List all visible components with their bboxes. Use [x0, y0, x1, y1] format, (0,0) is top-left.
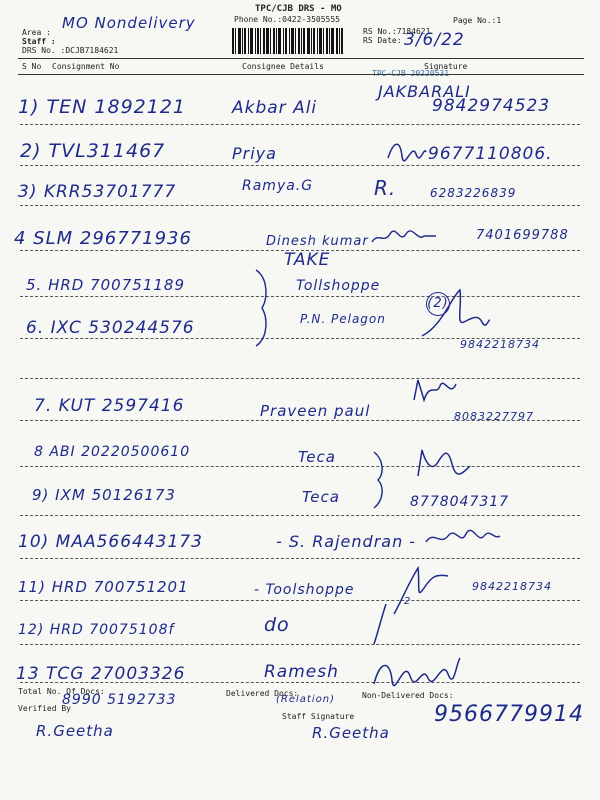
column-header-rule — [18, 74, 584, 75]
staff-signature: R.Geetha — [312, 724, 390, 742]
header-rule — [18, 58, 584, 59]
row-5-consignee: Tollshoppe — [296, 278, 381, 294]
row-10-signature-scribble — [424, 526, 502, 550]
verifier-signature: R.Geetha — [36, 722, 114, 740]
row-separator — [20, 124, 580, 125]
row-6-consignee: P.N. Pelagon — [300, 312, 386, 326]
verified-by-label: Verified By — [18, 704, 71, 713]
row-separator — [20, 378, 580, 379]
row-12-signature-scribble — [370, 602, 390, 646]
row-6-consignment: 6. IXC 530244576 — [26, 318, 195, 338]
relation-annotation: (Relation) — [276, 694, 335, 705]
row-7-consignee: Praveen paul — [260, 402, 371, 420]
row-10-consignment: 10) MAA566443173 — [18, 532, 203, 552]
row-separator — [20, 296, 580, 297]
row-separator — [20, 165, 580, 166]
bracket-mark — [370, 450, 390, 510]
delivery-stamp: TPC-CJB 20220531 — [372, 69, 450, 78]
row-separator — [20, 515, 580, 516]
drs-title: TPC/CJB DRS - MO — [255, 4, 342, 14]
row-2-signature-scribble — [384, 136, 428, 166]
drs-number: DRS No. :DCJB7184621 — [22, 46, 119, 55]
col-sno: S No — [22, 62, 42, 71]
row-9-consignee: Teca — [302, 488, 340, 506]
rs-date-label: RS Date: — [363, 36, 402, 45]
col-signature: Signature — [424, 62, 468, 71]
row-1-consignment: 1) TEN 1892121 — [18, 96, 187, 118]
footer-big-phone: 9566779914 — [434, 702, 584, 727]
verified-phone: 8990 5192733 — [62, 692, 177, 708]
row-4-consignment: 4 SLM 296771936 — [14, 228, 192, 249]
row-4-signature-scribble — [370, 226, 438, 250]
row-13-consignee: Ramesh — [264, 662, 339, 682]
row-3-signature: R. — [374, 176, 397, 200]
non-delivered-docs-label: Non-Delivered Docs: — [362, 691, 454, 700]
row-1-signature: JAKBARALI — [378, 82, 471, 101]
total-docs-label: Total No. Of Docs: — [18, 687, 105, 696]
row-7-signature-scribble — [410, 376, 460, 406]
row-1-phone: 9842974523 — [432, 96, 551, 116]
row-13-consignment: 13 TCG 27003326 — [16, 664, 186, 684]
row-8-consignment: 8 ABI 20220500610 — [34, 444, 191, 460]
row-9-consignment: 9) IXM 50126173 — [32, 486, 176, 504]
staff-signature-label: Staff Signature — [282, 712, 355, 721]
staff-label: Staff : — [22, 37, 56, 46]
row-separator — [20, 558, 580, 559]
circled-annotation: (2) — [426, 292, 450, 316]
take-annotation: TAKE — [284, 250, 331, 270]
row-separator — [20, 205, 580, 206]
row-11-consignment: 11) HRD 700751201 — [18, 578, 189, 596]
row-7-phone: 8083227797 — [454, 410, 534, 423]
row-12-consignee: do — [264, 614, 290, 636]
row-separator — [20, 600, 580, 601]
row-separator — [20, 644, 580, 645]
row-11-signature-scribble — [388, 560, 452, 618]
row-10-consignee: - S. Rajendran - — [276, 532, 417, 551]
row-3-consignment: 3) KRR53701777 — [18, 182, 177, 202]
col-consignment: Consignment No — [52, 62, 120, 71]
row-11-consignee: - Toolshoppe — [254, 582, 355, 598]
row-1-consignee: Akbar Ali — [232, 98, 318, 118]
area-label: Area : — [22, 28, 51, 37]
row-separator — [20, 466, 580, 467]
col-consignee: Consignee Details — [242, 62, 324, 71]
row-5-consignment: 5. HRD 700751189 — [26, 276, 185, 294]
two-annotation: 2 — [404, 596, 412, 607]
rs-number: RS No.:7184621 — [363, 27, 431, 36]
phone-number: Phone No.:0422-3505555 — [234, 15, 340, 24]
page-number: Page No.:1 — [453, 16, 502, 25]
row-7-consignment: 7. KUT 2597416 — [34, 396, 185, 416]
row-6-signature-scribble — [412, 286, 492, 344]
barcode-image — [232, 28, 358, 54]
row-11-phone: 9842218734 — [472, 580, 552, 593]
row-2-consignment: 2) TVL311467 — [20, 140, 166, 162]
row-12-consignment: 12) HRD 70075108f — [18, 622, 175, 638]
row-8-signature-scribble — [412, 444, 472, 480]
row-6-phone: 9842218734 — [460, 338, 540, 351]
row-2-phone: 9677110806. — [428, 144, 553, 164]
row-4-phone: 7401699788 — [476, 228, 569, 243]
row-3-consignee: Ramya.G — [242, 178, 314, 194]
row-4-consignee: Dinesh kumar — [266, 234, 369, 249]
delivered-docs-label: Delivered Docs: — [226, 689, 299, 698]
rs-date-handwritten: 3/6/22 — [404, 30, 465, 50]
row-3-phone: 6283226839 — [430, 186, 517, 200]
area-handwritten: MO Nondelivery — [62, 14, 196, 32]
row-9-phone: 8778047317 — [410, 494, 510, 510]
row-8-consignee: Teca — [298, 448, 336, 466]
bracket-mark — [252, 268, 272, 348]
row-2-consignee: Priya — [232, 144, 277, 163]
row-13-signature-scribble — [370, 654, 462, 690]
